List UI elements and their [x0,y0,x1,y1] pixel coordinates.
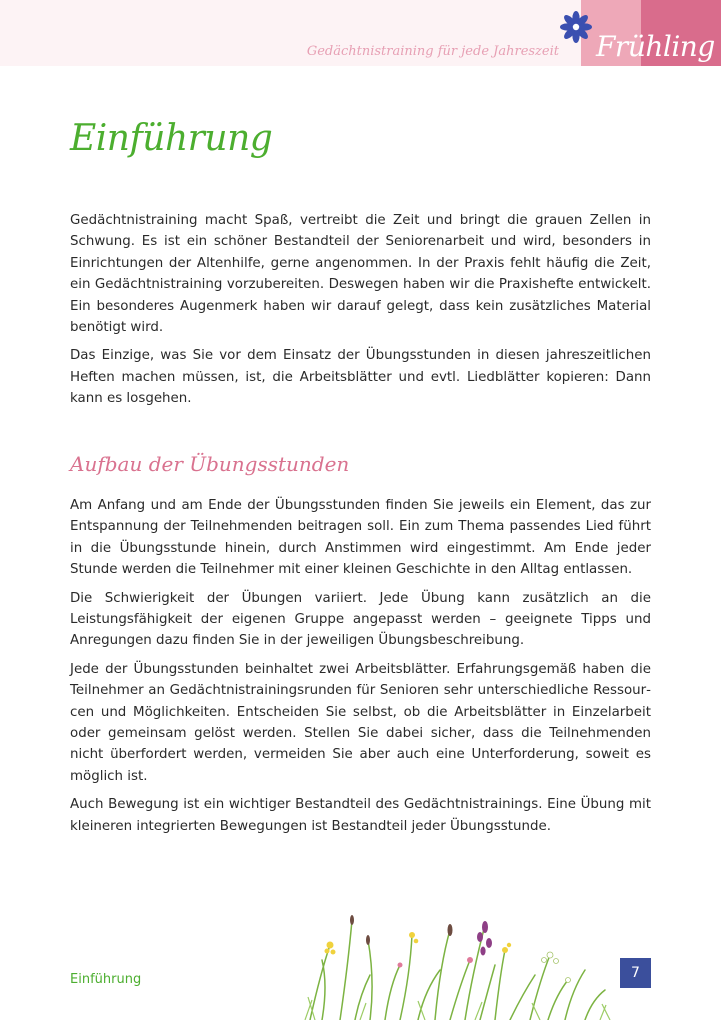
section-paragraph: Jede der Übungsstunden beinhaltet zwei Arbeitsblätter. Erfahrungsgemäß haben die Teilnehmer an Gedächtnistrainingsrunden für Senioren sehr unterschiedliche Ressourcen und Möglichkeiten. Entscheiden Sie selbst, ob die Arbeitsblätter in Einzelarbeit oder gemeinsam gelöst werden. Stellen Sie dabei sicher, dass die Teilnehmenden nicht überfordert werden, vermeiden Sie aber auch eine Unterforderung, soweit es möglich ist. [70,661,651,784]
flower-icon [560,11,592,43]
page-title: Einführung [70,118,273,159]
footer-section-label: Einführung [70,972,142,987]
intro-paragraph: Das Einzige, was Sie vor dem Einsatz der Übungsstunden in diesen jahreszeitlichen Heften machen müssen, ist, die Arbeitsblätter und evtl. Liedblätter kopieren: Dann kann es losgehen. [70,348,651,407]
page-number: 7 [620,958,651,988]
intro-text [70,210,651,417]
section-paragraph: Die Schwierigkeit der Übungen variiert. Jede Übung kann zusätzlich an die Leistungsfähigkeit der eigenen Gruppe angepasst werden – geeignete Tipps und Anregungen dazu finden Sie in der jeweiligen Übungsbeschreibung. [70,590,651,649]
section-text [70,495,651,844]
season-label: Frühling [596,30,715,63]
intro-paragraph: Gedächtnistraining macht Spaß, vertreibt die Zeit und bringt die grauen Zellen in Schwung. Es ist ein schöner Bestandteil der Seniorenarbeit und wird, besonders in Einrichtungen der Altenhilfe, gerne angenommen. In der Praxis fehlt häufig die Zeit, ein Gedächtnistraining vorzubereiten. Deswegen haben wir die Praxishefte entwickelt. Ein besonderes Augenmerk haben wir darauf gelegt, dass kein zusätzliches Material benötigt wird. [70,213,651,336]
section-heading: Aufbau der Übungsstunden [70,452,350,476]
section-paragraph: Am Anfang und am Ende der Übungsstunden finden Sie jeweils ein Element, das zur Entspannung der Teilnehmenden beitragen soll. Ein zum Thema passendes Lied führt in die Übungsstunde hinein, durch Anstimmen wird eingestimmt. Am Ende jeder Stunde werden die Teilnehmer mit einer kleinen Geschichte in den Alltag entlassen. [70,498,651,578]
header-tagline: Gedächtnistraining für jede Jahreszeit [306,44,559,59]
meadow-illustration [300,905,620,1020]
section-paragraph: Auch Bewegung ist ein wichtiger Bestandteil des Gedächtnistrainings. Eine Übung mit kleineren integrierten Bewegungen ist Bestandteil jeder Übungsstunde. [70,797,651,834]
